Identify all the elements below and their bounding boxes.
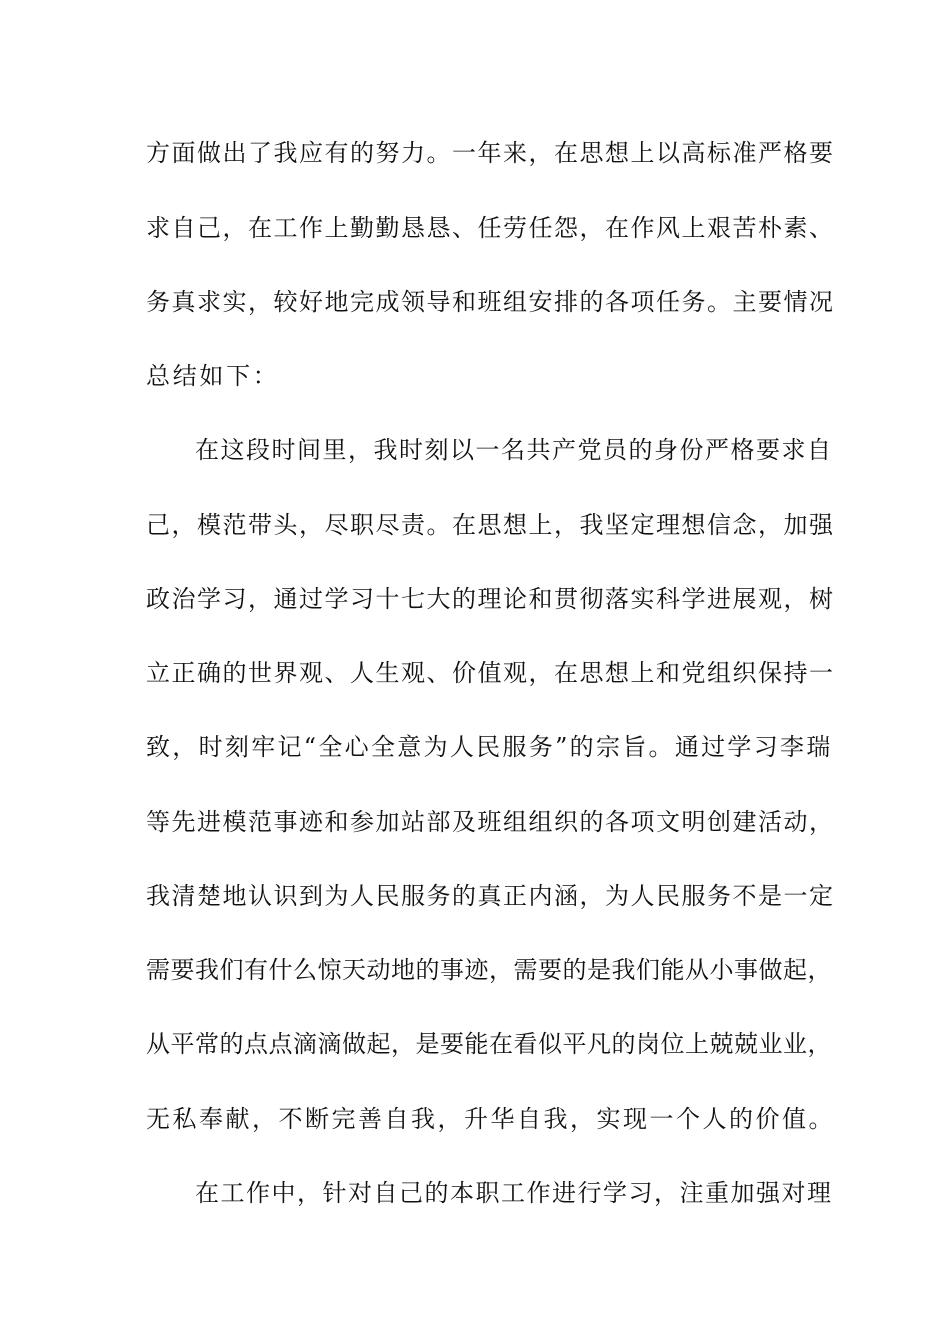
- paragraph-line: 我清楚地认识到为人民服务的真正内涵，为人民服务不是一定: [146, 882, 835, 910]
- paragraph-line: 在工作中，针对自己的本职工作进行学习，注重加强对理: [195, 1179, 833, 1207]
- paragraph-line: 从平常的点点滴滴做起，是要能在看似平凡的岗位上兢兢业业，: [146, 1030, 832, 1058]
- paragraph-line: 立正确的世界观、人生观、价值观，在思想上和党组织保持一: [146, 659, 835, 687]
- paragraph-line: 己，模范带头，尽职尽责。在思想上，我坚定理想信念，加强: [146, 511, 835, 539]
- paragraph-line: 等先进模范事迹和参加站部及班组组织的各项文明创建活动，: [146, 808, 835, 836]
- paragraph-line: 无私奉献，不断完善自我，升华自我，实现一个人的价值。: [146, 1105, 835, 1133]
- paragraph-line: 求自己，在工作上勤勤恳恳、任劳任怨，在作风上艰苦朴素、: [146, 214, 835, 242]
- paragraph-line: 方面做出了我应有的努力。一年来，在思想上以高标准严格要: [146, 139, 835, 167]
- paragraph-line: 在这段时间里，我时刻以一名共产党员的身份严格要求自: [195, 436, 833, 464]
- paragraph-line: 致，时刻牢记“全心全意为人民服务”的宗旨。通过学习李瑞: [146, 733, 833, 761]
- paragraph-line: 政治学习，通过学习十七大的理论和贯彻落实科学进展观，树: [146, 585, 835, 613]
- paragraph-line: 需要我们有什么惊天动地的事迹，需要的是我们能从小事做起，: [146, 956, 832, 984]
- paragraph-line: 总结如下：: [146, 362, 280, 390]
- paragraph-line: 务真求实，较好地完成领导和班组安排的各项任务。主要情况: [146, 288, 835, 316]
